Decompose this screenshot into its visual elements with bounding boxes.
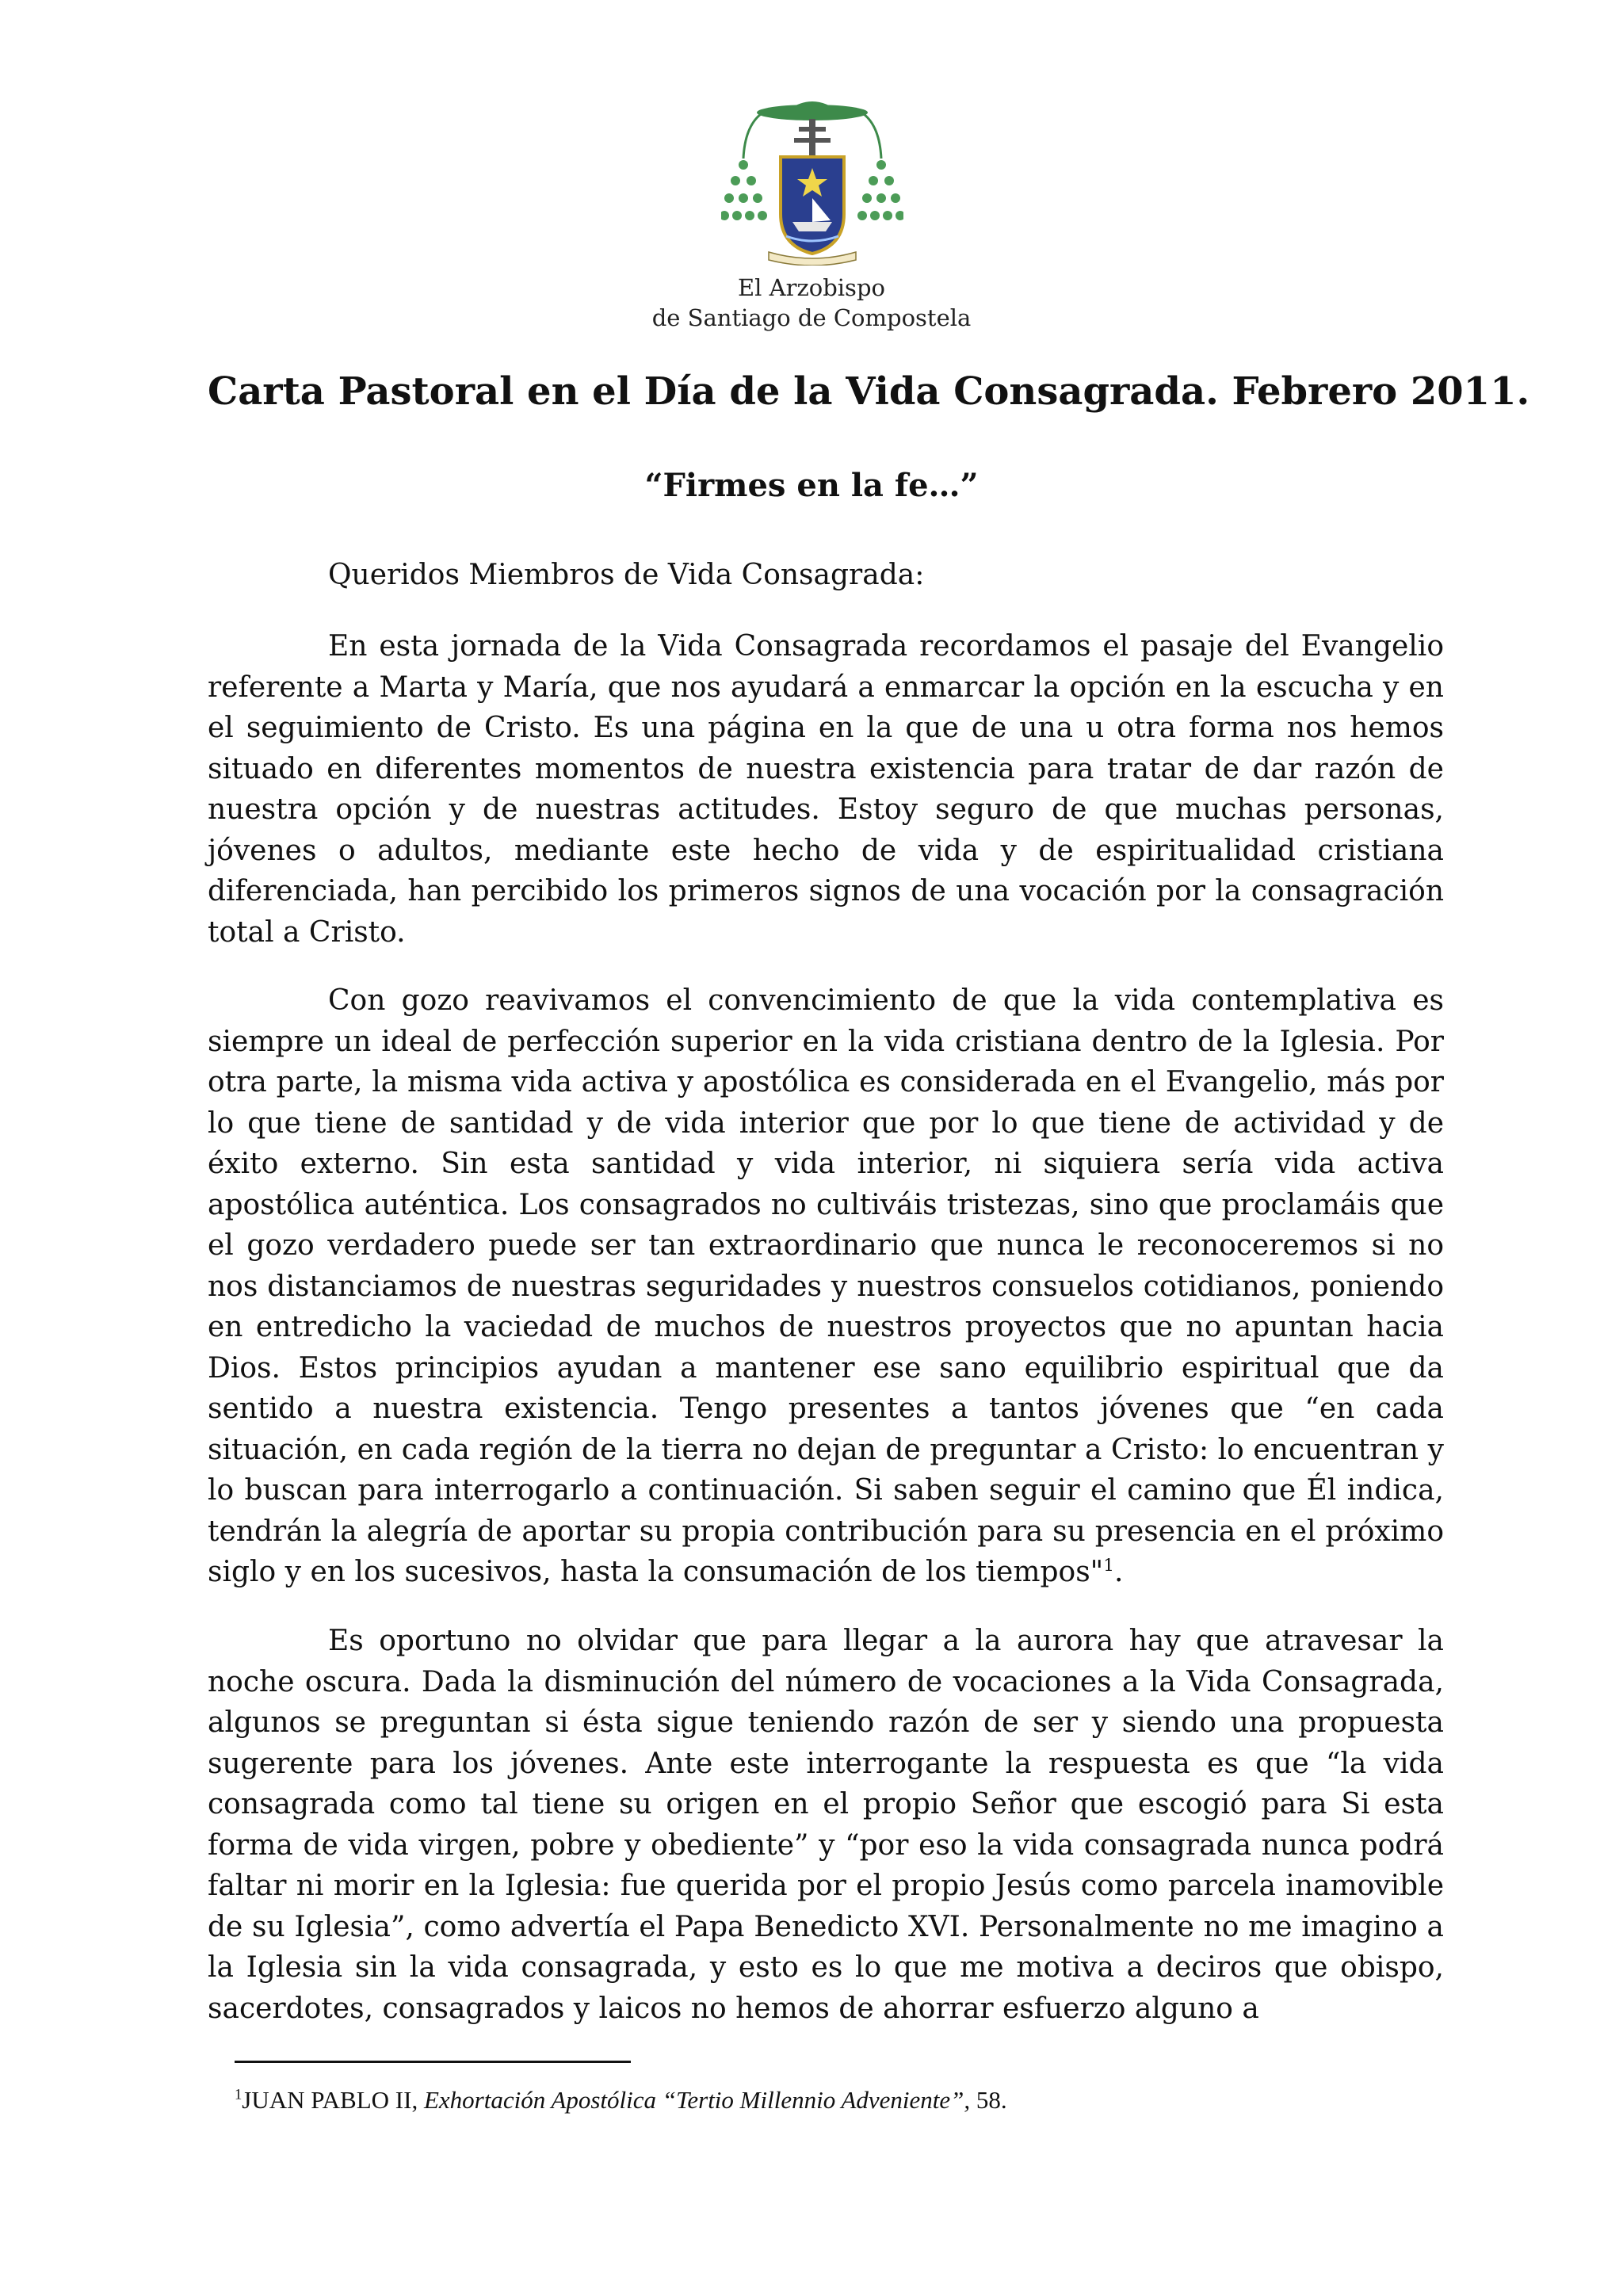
paragraph-2-end: .: [1113, 1556, 1124, 1588]
greeting: Queridos Miembros de Vida Consagrada:: [328, 559, 925, 591]
footnote-reference[interactable]: 1: [1103, 1556, 1114, 1576]
footnote-marker: 1: [235, 2086, 242, 2103]
footnote-work: Exhortación Apostólica “Tertio Millennio Adveniente”,: [423, 2086, 971, 2114]
paragraph-1-text: En esta jornada de la Vida Consagrada recordamos el pasaje del Evangelio referente a Marta y María, que nos ayudará a enmarcar la opción en la escucha y en el seguimiento de Cristo. Es una página en la que de una u otra forma nos hemos situado en diferentes momentos de nuestra existencia para tratar de dar razón de nuestra opción y de nuestras actitudes. Estoy seguro de que muchas personas, jóvenes o adultos, mediante este hecho de vida y de espiritualidad cristiana diferenciada, han percibido los primeros signos de una vocación por la consagración total a Cristo.: [208, 630, 1444, 949]
paragraph-2: [208, 980, 1444, 1593]
footnote-rest: 58.: [970, 2086, 1007, 2114]
footnote-divider: [235, 2061, 631, 2063]
issuer-line-1: El Arzobispo: [738, 274, 885, 301]
footnote: [235, 2084, 1007, 2116]
document-title: Carta Pastoral en el Día de la Vida Consagrada. Febrero 2011.: [208, 369, 1530, 414]
document-subtitle: “Firmes en la fe…”: [644, 467, 979, 504]
paragraph-3: [208, 1621, 1444, 2029]
issuer-line-2: de Santiago de Compostela: [651, 304, 972, 331]
paragraph-2-text: Con gozo reavivamos el convencimiento de que la vida contemplativa es siempre un ideal de perfección superior en la vida cristiana dentro de la Iglesia. Por otra parte, la misma vida activa y apostólica es considerada en el Evangelio, más por lo que tiene de santidad y de vida interior que por lo que tiene de actividad y de éxito externo. Sin esta santidad y vida interior, ni siquiera sería vida activa apostólica auténtica. Los consagrados no cultiváis tristezas, sino que proclamáis que el gozo verdadero puede ser tan extraordinario que nunca le reconoceremos si no nos distanciamos de nuestras seguridades y nuestros consuelos cotidianos, poniendo en entredicho la vaciedad de muchos de nuestros proyectos que no apuntan hacia Dios. Estos principios ayudan a mantener ese sano equilibrio espiritual que da sentido a nuestra existencia. Tengo presentes a tantos jóvenes que “en cada situación, en cada región de la tierra no dejan de preguntar a Cristo: lo encuentran y lo buscan para interrogarlo a continuación. Si saben seguir el camino que Él indica, tendrán la alegría de aportar su propia contribución para su presencia en el próximo siglo y en los sucesivos, hasta la consumación de los tiempos": [208, 984, 1444, 1588]
paragraph-1: [208, 626, 1444, 953]
footnote-author: JUAN PABLO II,: [242, 2086, 424, 2114]
paragraph-3-text: Es oportuno no olvidar que para llegar a la aurora hay que atravesar la noche oscura. Dada la disminución del número de vocaciones a la Vida Consagrada, algunos se preguntan si ésta sigue teniendo razón de ser y siendo una propuesta sugerente para los jóvenes. Ante este interrogante la respuesta es que “la vida consagrada como tal tiene su origen en el propio Señor que escogió para Si esta forma de vida virgen, pobre y obediente” y “por eso la vida consagrada nunca podrá faltar ni morir en la Iglesia: fue querida por el propio Jesús como parcela inamovible de su Iglesia”, como advertía el Papa Benedicto XVI. Personalmente no me imagino a la Iglesia sin la vida consagrada, y esto es lo que me motiva a deciros que obispo, sacerdotes, consagrados y laicos no hemos de ahorrar esfuerzo alguno a: [208, 1625, 1444, 2025]
coat-of-arms-icon: [721, 95, 903, 266]
